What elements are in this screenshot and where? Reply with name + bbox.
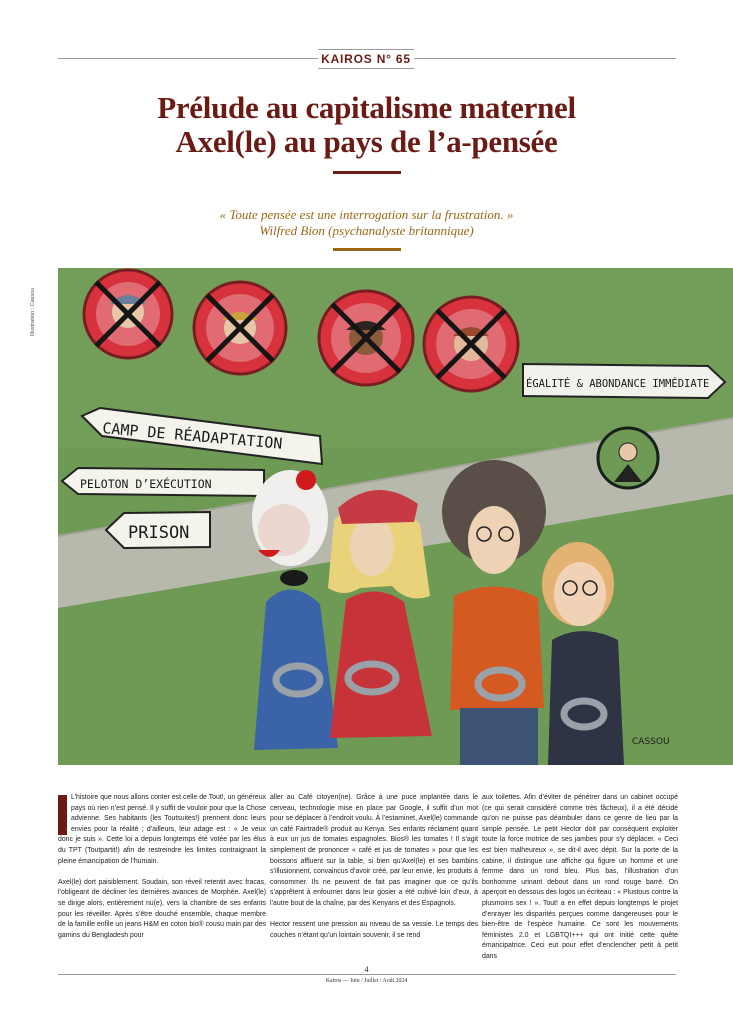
- epigraph-quote: « Toute pensée est une interrogation sur la frustration. »: [219, 207, 514, 222]
- footer-issue-line: Kairos — Juin / Juillet / Août 2024: [325, 978, 408, 984]
- title-line-2: Axel(le) au pays de l’a-pensée: [175, 124, 558, 159]
- sign-egalite-text: ÉGALITÉ & ABONDANCE IMMÉDIATE: [526, 378, 710, 390]
- issue-kicker: KAIROS N° 65: [318, 49, 414, 69]
- sign-camp-text: CAMP DE RÉADAPTATION: [101, 419, 284, 453]
- sign-prison-text: PRISON: [128, 523, 190, 543]
- page-number: [0, 965, 733, 975]
- artist-signature: CASSOU: [632, 737, 670, 747]
- article-paragraph: Hector ressent une pression au niveau de sa vessie. Le temps des couches n’étant qu’un lointain souvenir, il se rend: [270, 921, 478, 939]
- figure-boy-navy: [542, 542, 624, 765]
- epigraph-underline: [333, 248, 401, 251]
- article-column-2: [270, 793, 478, 951]
- sign-peloton: [62, 468, 264, 496]
- article-column-1: [58, 793, 266, 951]
- article-paragraph: aux toilettes. Afin d’éviter de pénétrer dans un cabinet occupé (ce qui serait considéré comme très fâcheux), il a été décidé qu’on ne puisse pas déambuler dans ce genre de lieu par la simple pensée. Le petit Hector doit par conséquent exploiter toute la force motrice de ses jambes pour s’y déplacer. « Ceci est bien malheureux », se dit-il avec dépit. Sur la porte de la cabine, il distingue une affiche qui figure un homme et une femme dans un rond bleu. Plus bas, l’illustration d’un bonhomme urinant debout dans un rond rouge barré. On aperçoit en dessous des logos un écriteau : « Plustous contre la plusmoins sex ! ». Tout! a en effet depuis longtemps le projet d’enrayer les disparités perçues comme dangereuses pour le bien-être de l’espèce humaine. Ce sont les mouvements féministes 2.0 et LGBTQI+++ qui ont initié cette quête émancipatrice. Ceci eut pour effet d’enclencher petit à petit dans: [482, 794, 678, 960]
- dropcap-bar: [58, 795, 67, 835]
- sign-peloton-text: PELOTON D’EXÉCUTION: [80, 477, 212, 491]
- header-rule-left: [58, 58, 318, 59]
- smiley-circle: [598, 428, 658, 488]
- sign-egalite: [523, 364, 725, 398]
- forbidden-circle-2: [194, 282, 286, 374]
- forbidden-circle-1: [84, 270, 172, 358]
- article-paragraph: Axel(le) dort paisiblement. Soudain, son réveil retentit avec fracas, l’obligeant de décliner les dernières avances de Morphée. Axel(le) se dirige alors, entièrement nu(e), vers la chambre de ses enfants pour les réveiller. Après s’être douché ensemble, chaque membre de la famille enfile un jeans H&M en coton bio® cousu main par des gamins du Bengladesh pour: [58, 878, 266, 939]
- header-rule-right: [414, 58, 676, 59]
- illustration-painting: [58, 268, 733, 765]
- page-number-text: 4: [359, 965, 375, 974]
- article-column-3: [482, 793, 678, 960]
- illustration-credit: Illustration : Cassou: [30, 287, 36, 336]
- forbidden-circle-4: [424, 297, 518, 391]
- sign-prison: [106, 512, 210, 548]
- title-underline: [333, 171, 401, 174]
- title-line-1: Prélude au capitalisme maternel: [157, 90, 576, 125]
- article-paragraph: L’histoire que nous allons conter est celle de Tout!, un généreux pays où rien n’est pensé. Il y suffit de vouloir pour que la Chose advienne. Ses habitants (les Toutsuites!) prennent donc leurs envies pour la réalité ; d’ailleurs, leur adage est : « Je veux donc je suis ». Cette loi a depuis longtemps été votée par les élus du TPT (Toutpartit!) afin de restreindre les limites contraignant la pleine émancipation de l’humain.: [58, 794, 266, 865]
- forbidden-circle-3: [319, 291, 413, 385]
- article-paragraph: aller au Café citoyen(ne). Grâce à une puce implantée dans le cerveau, technologie mise en place par Google, il suffit d’un mot pour se déplacer à l’endroit voulu. À l’estaminet, Axel(le) commande un café Fairtrade® produit au Kenya. Ses enfants réclament quant à eux un jus de tomates espagnoles. Bios® les tomates ! Il s’agit simplement de prononcer « café et jus de tomates » pour que les boissons affluent sur la table, si bien qu’Axel(le) et ses bambins s’illusionnent, convaincus d’avoir créé, par leur envie, les produits à consommer. Ils ne peuvent de fait pas imaginer que ce qu’ils s’apprêtent à enfourner dans leur gosier a été cultivé loin d’eux, à l’autre bout de la chaîne, par des Kenyans et des Espagnols.: [270, 794, 478, 907]
- epigraph-author: Wilfred Bion (psychanalyste britannique): [259, 223, 474, 238]
